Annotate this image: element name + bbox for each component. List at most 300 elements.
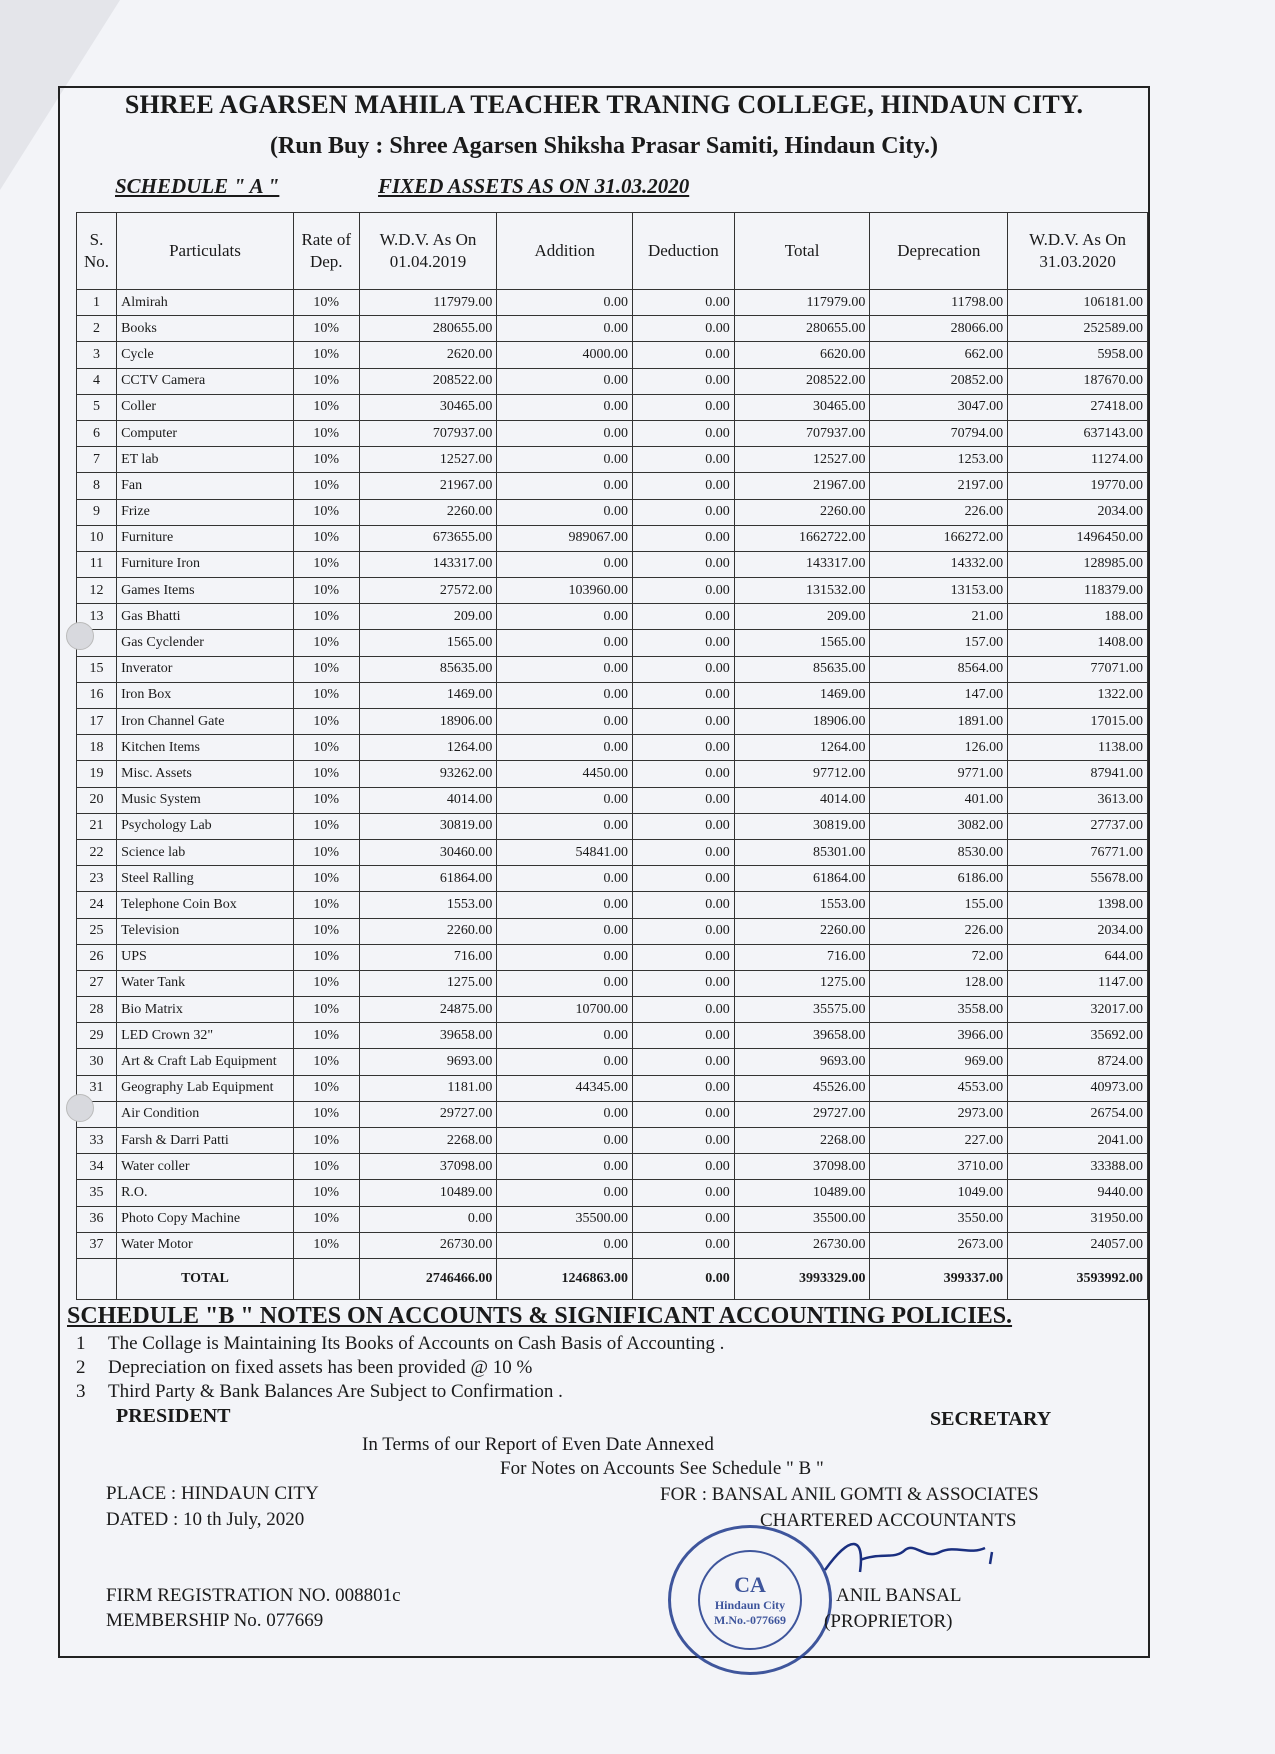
row-deduction: 0.00 <box>633 447 735 473</box>
row-sno: 11 <box>77 551 117 577</box>
firm-type: CHARTERED ACCOUNTANTS <box>760 1510 1017 1531</box>
table-row <box>77 1101 1148 1127</box>
row-sno: 36 <box>77 1206 117 1232</box>
stamp-ca-logo: CA <box>734 1572 766 1597</box>
row-sno: 10 <box>77 525 117 551</box>
row-total: 280655.00 <box>734 316 870 342</box>
row-wdv-open: 673655.00 <box>359 525 497 551</box>
row-rate: 10% <box>293 316 359 342</box>
row-addition: 0.00 <box>497 1023 633 1049</box>
row-wdv-close: 188.00 <box>1008 604 1148 630</box>
row-rate: 10% <box>293 918 359 944</box>
row-addition: 0.00 <box>497 944 633 970</box>
total-depreciation: 399337.00 <box>870 1258 1008 1299</box>
row-sno: 13 <box>77 604 117 630</box>
row-wdv-close: 55678.00 <box>1008 866 1148 892</box>
row-wdv-open: 716.00 <box>359 944 497 970</box>
row-depreciation: 3558.00 <box>870 997 1008 1023</box>
row-depreciation: 8564.00 <box>870 656 1008 682</box>
row-rate: 10% <box>293 447 359 473</box>
row-sno: 33 <box>77 1128 117 1154</box>
row-sno: 37 <box>77 1232 117 1258</box>
row-wdv-close: 252589.00 <box>1008 316 1148 342</box>
row-sno: 35 <box>77 1180 117 1206</box>
row-deduction: 0.00 <box>633 394 735 420</box>
row-total: 37098.00 <box>734 1154 870 1180</box>
row-rate: 10% <box>293 1075 359 1101</box>
table-row <box>77 1023 1148 1049</box>
row-addition: 0.00 <box>497 918 633 944</box>
row-wdv-open: 1553.00 <box>359 892 497 918</box>
stamp-city: Hindaun City <box>714 1598 786 1612</box>
row-sno: 9 <box>77 499 117 525</box>
row-wdv-close: 644.00 <box>1008 944 1148 970</box>
row-addition: 0.00 <box>497 1049 633 1075</box>
row-depreciation: 166272.00 <box>870 525 1008 551</box>
row-rate: 10% <box>293 1232 359 1258</box>
row-wdv-open: 30460.00 <box>359 839 497 865</box>
row-sno: 2 <box>77 316 117 342</box>
row-deduction: 0.00 <box>633 656 735 682</box>
row-depreciation: 226.00 <box>870 918 1008 944</box>
row-wdv-open: 29727.00 <box>359 1101 497 1127</box>
table-row <box>77 735 1148 761</box>
row-wdv-open: 1181.00 <box>359 1075 497 1101</box>
col-addition: Addition <box>497 213 633 290</box>
row-total: 35575.00 <box>734 997 870 1023</box>
row-depreciation: 126.00 <box>870 735 1008 761</box>
row-deduction: 0.00 <box>633 604 735 630</box>
college-subtitle: (Run Buy : Shree Agarsen Shiksha Prasar Samiti, Hindaun City.) <box>270 133 938 159</box>
row-addition: 0.00 <box>497 316 633 342</box>
row-total: 39658.00 <box>734 1023 870 1049</box>
total-sno-cell <box>77 1258 117 1299</box>
row-particular: Games Items <box>117 578 294 604</box>
row-wdv-close: 5958.00 <box>1008 342 1148 368</box>
row-addition: 103960.00 <box>497 578 633 604</box>
row-rate: 10% <box>293 656 359 682</box>
row-depreciation: 2673.00 <box>870 1232 1008 1258</box>
row-wdv-close: 1138.00 <box>1008 735 1148 761</box>
row-deduction: 0.00 <box>633 1049 735 1075</box>
row-total: 30465.00 <box>734 394 870 420</box>
row-depreciation: 14332.00 <box>870 551 1008 577</box>
report-line: In Terms of our Report of Even Date Annexed <box>362 1434 714 1455</box>
row-deduction: 0.00 <box>633 525 735 551</box>
row-total: 45526.00 <box>734 1075 870 1101</box>
row-depreciation: 9771.00 <box>870 761 1008 787</box>
row-wdv-close: 187670.00 <box>1008 368 1148 394</box>
row-depreciation: 4553.00 <box>870 1075 1008 1101</box>
total-label: TOTAL <box>117 1258 294 1299</box>
row-sno: 28 <box>77 997 117 1023</box>
row-wdv-open: 1264.00 <box>359 735 497 761</box>
row-depreciation: 226.00 <box>870 499 1008 525</box>
row-particular: Gas Bhatti <box>117 604 294 630</box>
row-wdv-open: 208522.00 <box>359 368 497 394</box>
col-sno: S. No. <box>77 213 117 290</box>
row-rate: 10% <box>293 1206 359 1232</box>
table-row <box>77 394 1148 420</box>
row-wdv-open: 21967.00 <box>359 473 497 499</box>
row-deduction: 0.00 <box>633 944 735 970</box>
row-deduction: 0.00 <box>633 866 735 892</box>
row-deduction: 0.00 <box>633 839 735 865</box>
row-sno: 6 <box>77 420 117 446</box>
row-rate: 10% <box>293 1154 359 1180</box>
row-total: 18906.00 <box>734 709 870 735</box>
row-depreciation: 147.00 <box>870 682 1008 708</box>
row-deduction: 0.00 <box>633 735 735 761</box>
row-addition: 0.00 <box>497 551 633 577</box>
table-row <box>77 1049 1148 1075</box>
table-row <box>77 656 1148 682</box>
row-particular: Psychology Lab <box>117 813 294 839</box>
total-addition: 1246863.00 <box>497 1258 633 1299</box>
row-addition: 0.00 <box>497 290 633 316</box>
row-total: 97712.00 <box>734 761 870 787</box>
row-wdv-open: 93262.00 <box>359 761 497 787</box>
row-deduction: 0.00 <box>633 551 735 577</box>
row-rate: 10% <box>293 551 359 577</box>
total-wdv-close: 3593992.00 <box>1008 1258 1148 1299</box>
row-depreciation: 21.00 <box>870 604 1008 630</box>
row-depreciation: 155.00 <box>870 892 1008 918</box>
row-wdv-close: 1496450.00 <box>1008 525 1148 551</box>
row-depreciation: 3082.00 <box>870 813 1008 839</box>
row-wdv-open: 39658.00 <box>359 1023 497 1049</box>
row-deduction: 0.00 <box>633 578 735 604</box>
signature-mark <box>820 1530 1010 1580</box>
row-total: 4014.00 <box>734 787 870 813</box>
row-total: 1553.00 <box>734 892 870 918</box>
row-total: 208522.00 <box>734 368 870 394</box>
row-wdv-open: 2620.00 <box>359 342 497 368</box>
row-rate: 10% <box>293 342 359 368</box>
row-rate: 10% <box>293 944 359 970</box>
row-rate: 10% <box>293 525 359 551</box>
row-total: 61864.00 <box>734 866 870 892</box>
row-depreciation: 72.00 <box>870 944 1008 970</box>
row-wdv-open: 61864.00 <box>359 866 497 892</box>
row-deduction: 0.00 <box>633 290 735 316</box>
row-rate: 10% <box>293 709 359 735</box>
table-row <box>77 1154 1148 1180</box>
table-header-row <box>77 213 1148 290</box>
row-total: 209.00 <box>734 604 870 630</box>
row-depreciation: 3550.00 <box>870 1206 1008 1232</box>
row-addition: 10700.00 <box>497 997 633 1023</box>
row-depreciation: 13153.00 <box>870 578 1008 604</box>
row-particular: Farsh & Darri Patti <box>117 1128 294 1154</box>
row-depreciation: 20852.00 <box>870 368 1008 394</box>
row-deduction: 0.00 <box>633 682 735 708</box>
row-particular: Inverator <box>117 656 294 682</box>
row-wdv-close: 11274.00 <box>1008 447 1148 473</box>
row-total: 35500.00 <box>734 1206 870 1232</box>
row-rate: 10% <box>293 1128 359 1154</box>
notes-line: For Notes on Accounts See Schedule " B " <box>500 1458 824 1479</box>
row-wdv-close: 1398.00 <box>1008 892 1148 918</box>
row-rate: 10% <box>293 787 359 813</box>
row-addition: 35500.00 <box>497 1206 633 1232</box>
row-addition: 0.00 <box>497 630 633 656</box>
row-addition: 0.00 <box>497 866 633 892</box>
row-sno: 26 <box>77 944 117 970</box>
table-row <box>77 813 1148 839</box>
membership-number: MEMBERSHIP No. 077669 <box>106 1610 324 1631</box>
row-addition: 0.00 <box>497 1232 633 1258</box>
row-rate: 10% <box>293 997 359 1023</box>
row-addition: 4000.00 <box>497 342 633 368</box>
asset-rows <box>77 290 1148 1259</box>
row-addition: 0.00 <box>497 1101 633 1127</box>
table-row <box>77 709 1148 735</box>
row-depreciation: 1049.00 <box>870 1180 1008 1206</box>
row-wdv-close: 637143.00 <box>1008 420 1148 446</box>
row-wdv-open: 10489.00 <box>359 1180 497 1206</box>
row-depreciation: 128.00 <box>870 970 1008 996</box>
row-depreciation: 3047.00 <box>870 394 1008 420</box>
row-wdv-open: 85635.00 <box>359 656 497 682</box>
row-wdv-close: 106181.00 <box>1008 290 1148 316</box>
row-particular: Air Condition <box>117 1101 294 1127</box>
total-rate-cell <box>293 1258 359 1299</box>
row-wdv-open: 2268.00 <box>359 1128 497 1154</box>
row-sno: 21 <box>77 813 117 839</box>
row-wdv-close: 87941.00 <box>1008 761 1148 787</box>
row-wdv-close: 17015.00 <box>1008 709 1148 735</box>
table-row <box>77 1180 1148 1206</box>
row-total: 29727.00 <box>734 1101 870 1127</box>
row-total: 1565.00 <box>734 630 870 656</box>
row-total: 716.00 <box>734 944 870 970</box>
row-deduction: 0.00 <box>633 1232 735 1258</box>
row-particular: Fan <box>117 473 294 499</box>
row-depreciation: 662.00 <box>870 342 1008 368</box>
row-total: 85301.00 <box>734 839 870 865</box>
row-sno: 1 <box>77 290 117 316</box>
row-total: 12527.00 <box>734 447 870 473</box>
secretary-label: SECRETARY <box>930 1408 1052 1430</box>
row-deduction: 0.00 <box>633 368 735 394</box>
row-sno: 18 <box>77 735 117 761</box>
row-addition: 0.00 <box>497 499 633 525</box>
row-depreciation: 11798.00 <box>870 290 1008 316</box>
row-sno: 7 <box>77 447 117 473</box>
stamp-number: M.No.-077669 <box>714 1613 786 1627</box>
row-rate: 10% <box>293 290 359 316</box>
row-addition: 0.00 <box>497 394 633 420</box>
row-depreciation: 1253.00 <box>870 447 1008 473</box>
row-wdv-open: 2260.00 <box>359 918 497 944</box>
table-row <box>77 866 1148 892</box>
row-wdv-open: 12527.00 <box>359 447 497 473</box>
row-addition: 4450.00 <box>497 761 633 787</box>
row-wdv-close: 76771.00 <box>1008 839 1148 865</box>
row-particular: Coller <box>117 394 294 420</box>
row-particular: UPS <box>117 944 294 970</box>
table-row <box>77 630 1148 656</box>
note-3: 3 Third Party & Bank Balances Are Subject to Confirmation . <box>76 1381 563 1402</box>
row-particular: Books <box>117 316 294 342</box>
row-wdv-close: 77071.00 <box>1008 656 1148 682</box>
signatory-name: ANIL BANSAL <box>836 1585 962 1606</box>
table-row <box>77 420 1148 446</box>
row-sno: 12 <box>77 578 117 604</box>
row-particular: Water Tank <box>117 970 294 996</box>
row-sno: 30 <box>77 1049 117 1075</box>
row-sno: 24 <box>77 892 117 918</box>
row-deduction: 0.00 <box>633 997 735 1023</box>
row-sno: 20 <box>77 787 117 813</box>
row-deduction: 0.00 <box>633 1128 735 1154</box>
row-particular: Geography Lab Equipment <box>117 1075 294 1101</box>
row-sno: 27 <box>77 970 117 996</box>
row-depreciation: 969.00 <box>870 1049 1008 1075</box>
row-sno: 22 <box>77 839 117 865</box>
college-title: SHREE AGARSEN MAHILA TEACHER TRANING COLLEGE, HINDAUN CITY. <box>124 90 1084 119</box>
row-sno: 16 <box>77 682 117 708</box>
table-row <box>77 918 1148 944</box>
row-sno: 19 <box>77 761 117 787</box>
row-rate: 10% <box>293 761 359 787</box>
row-particular: Bio Matrix <box>117 997 294 1023</box>
row-wdv-close: 128985.00 <box>1008 551 1148 577</box>
col-total: Total <box>734 213 870 290</box>
table-row <box>77 892 1148 918</box>
row-wdv-close: 2041.00 <box>1008 1128 1148 1154</box>
row-total: 10489.00 <box>734 1180 870 1206</box>
row-addition: 0.00 <box>497 1128 633 1154</box>
row-particular: Almirah <box>117 290 294 316</box>
row-depreciation: 3710.00 <box>870 1154 1008 1180</box>
table-row <box>77 944 1148 970</box>
row-rate: 10% <box>293 394 359 420</box>
row-particular: R.O. <box>117 1180 294 1206</box>
row-wdv-open: 18906.00 <box>359 709 497 735</box>
schedule-title: FIXED ASSETS AS ON 31.03.2020 <box>378 174 690 198</box>
row-wdv-close: 31950.00 <box>1008 1206 1148 1232</box>
row-sno: 8 <box>77 473 117 499</box>
row-particular: Television <box>117 918 294 944</box>
table-row <box>77 761 1148 787</box>
row-wdv-open: 280655.00 <box>359 316 497 342</box>
row-depreciation: 3966.00 <box>870 1023 1008 1049</box>
col-deduction: Deduction <box>633 213 735 290</box>
row-wdv-open: 0.00 <box>359 1206 497 1232</box>
row-rate: 10% <box>293 1023 359 1049</box>
row-wdv-close: 33388.00 <box>1008 1154 1148 1180</box>
row-total: 21967.00 <box>734 473 870 499</box>
firm-name: FOR : BANSAL ANIL GOMTI & ASSOCIATES <box>660 1484 1039 1505</box>
table-row <box>77 1206 1148 1232</box>
row-total: 9693.00 <box>734 1049 870 1075</box>
ca-seal-stamp <box>668 1525 832 1675</box>
row-addition: 0.00 <box>497 420 633 446</box>
row-total: 1264.00 <box>734 735 870 761</box>
total-row <box>77 1258 1148 1299</box>
row-addition: 0.00 <box>497 735 633 761</box>
row-rate: 10% <box>293 630 359 656</box>
total-total: 3993329.00 <box>734 1258 870 1299</box>
row-particular: Furniture Iron <box>117 551 294 577</box>
row-addition: 0.00 <box>497 604 633 630</box>
row-particular: CCTV Camera <box>117 368 294 394</box>
row-sno: 17 <box>77 709 117 735</box>
row-particular: Art & Craft Lab Equipment <box>117 1049 294 1075</box>
row-total: 1275.00 <box>734 970 870 996</box>
row-depreciation: 227.00 <box>870 1128 1008 1154</box>
table-row <box>77 997 1148 1023</box>
row-total: 6620.00 <box>734 342 870 368</box>
punch-hole-bottom <box>66 1094 94 1122</box>
table-row <box>77 499 1148 525</box>
row-depreciation: 8530.00 <box>870 839 1008 865</box>
row-wdv-close: 8724.00 <box>1008 1049 1148 1075</box>
place-text: PLACE : HINDAUN CITY <box>106 1483 319 1504</box>
row-particular: Misc. Assets <box>117 761 294 787</box>
president-label: PRESIDENT <box>116 1405 231 1427</box>
row-deduction: 0.00 <box>633 1023 735 1049</box>
row-particular: Iron Box <box>117 682 294 708</box>
row-deduction: 0.00 <box>633 709 735 735</box>
row-total: 143317.00 <box>734 551 870 577</box>
row-wdv-open: 9693.00 <box>359 1049 497 1075</box>
row-addition: 0.00 <box>497 1154 633 1180</box>
row-depreciation: 2197.00 <box>870 473 1008 499</box>
row-deduction: 0.00 <box>633 787 735 813</box>
row-rate: 10% <box>293 813 359 839</box>
row-total: 1469.00 <box>734 682 870 708</box>
table-row <box>77 473 1148 499</box>
row-depreciation: 6186.00 <box>870 866 1008 892</box>
table-row <box>77 447 1148 473</box>
row-rate: 10% <box>293 892 359 918</box>
row-particular: Music System <box>117 787 294 813</box>
table-row <box>77 342 1148 368</box>
note-1: 1 The Collage is Maintaining Its Books of Accounts on Cash Basis of Accounting . <box>76 1333 725 1354</box>
row-wdv-close: 2034.00 <box>1008 918 1148 944</box>
row-total: 2260.00 <box>734 918 870 944</box>
row-deduction: 0.00 <box>633 813 735 839</box>
row-addition: 0.00 <box>497 813 633 839</box>
row-deduction: 0.00 <box>633 1075 735 1101</box>
row-particular: Water Motor <box>117 1232 294 1258</box>
row-addition: 0.00 <box>497 368 633 394</box>
table-row <box>77 682 1148 708</box>
row-addition: 0.00 <box>497 656 633 682</box>
schedule-label: SCHEDULE " A " <box>115 174 280 198</box>
row-addition: 0.00 <box>497 892 633 918</box>
row-depreciation: 157.00 <box>870 630 1008 656</box>
row-particular: Cycle <box>117 342 294 368</box>
row-sno: 5 <box>77 394 117 420</box>
row-particular: Iron Channel Gate <box>117 709 294 735</box>
row-particular: ET lab <box>117 447 294 473</box>
row-deduction: 0.00 <box>633 473 735 499</box>
col-rate: Rate of Dep. <box>293 213 359 290</box>
row-rate: 10% <box>293 578 359 604</box>
note-2: 2 Depreciation on fixed assets has been provided @ 10 % <box>76 1357 533 1378</box>
row-deduction: 0.00 <box>633 1180 735 1206</box>
row-deduction: 0.00 <box>633 892 735 918</box>
row-wdv-open: 4014.00 <box>359 787 497 813</box>
row-rate: 10% <box>293 839 359 865</box>
table-row <box>77 316 1148 342</box>
row-deduction: 0.00 <box>633 761 735 787</box>
row-total: 1662722.00 <box>734 525 870 551</box>
